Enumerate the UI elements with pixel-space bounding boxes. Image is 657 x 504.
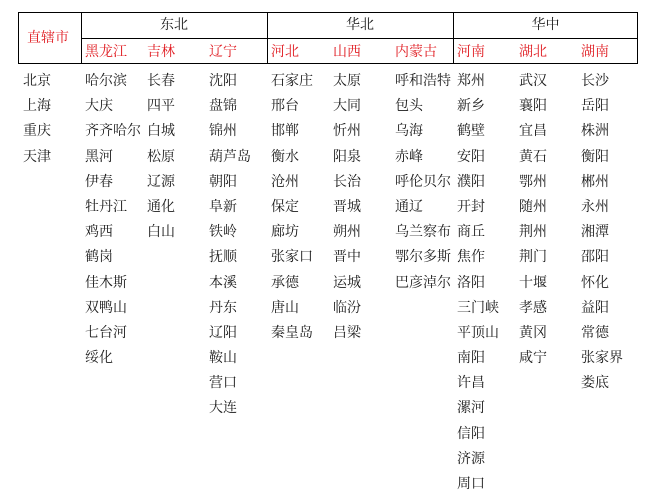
city-cell: 鹤壁 [457,123,485,140]
city-column-heilongjiang [85,73,141,375]
city-cell: 乌海 [395,123,423,140]
city-cell: 十堰 [519,274,547,291]
city-cell: 乌兰察布 [395,224,451,241]
city-column-jilin [147,73,175,249]
region-dongbei: 东北 [160,17,188,33]
city-cell: 四平 [147,98,175,115]
city-cell: 赤峰 [395,148,423,165]
city-cell: 邯郸 [271,123,299,140]
city-cell: 阜新 [209,198,237,215]
city-cell: 大同 [333,98,361,115]
province-hubei: 湖北 [519,44,547,60]
city-cell: 随州 [519,198,547,215]
region-huazhong: 华中 [531,17,560,33]
city-cell: 沧州 [271,173,299,190]
city-cell: 黄石 [519,148,547,165]
city-cell: 辽阳 [209,324,237,341]
city-cell: 长治 [333,173,361,190]
city-cell: 孝感 [519,299,547,316]
city-cell: 丹东 [209,299,237,316]
city-cell: 怀化 [581,274,609,291]
city-cell: 葫芦岛 [209,148,251,165]
city-cell: 包头 [395,98,423,115]
city-cell: 白山 [147,224,175,241]
city-cell: 黄冈 [519,324,547,341]
city-cell: 牡丹江 [85,198,127,215]
city-cell: 大庆 [85,98,113,115]
city-cell: 岳阳 [581,98,609,115]
city-cell: 上海 [23,98,51,115]
city-cell: 郑州 [457,73,485,89]
city-cell: 齐齐哈尔 [85,123,141,140]
city-cell: 平顶山 [457,324,499,341]
province-shanxi: 山西 [333,44,361,60]
city-cell: 洛阳 [457,274,485,291]
city-cell: 太原 [333,73,361,89]
city-cell: 株洲 [581,123,609,140]
city-cell: 济源 [457,450,485,467]
divider [81,38,638,39]
region-huabei: 华北 [346,17,374,33]
city-cell: 荆州 [519,224,547,241]
city-cell: 吕梁 [333,324,361,341]
city-cell: 常德 [581,324,609,341]
city-cell: 晋中 [333,249,361,266]
city-cell: 石家庄 [271,73,313,89]
city-cell: 安阳 [457,148,485,165]
city-cell: 信阳 [457,425,485,442]
city-cell: 朔州 [333,224,361,241]
city-cell: 焦作 [457,249,485,266]
city-cell: 商丘 [457,224,485,241]
city-cell: 周口 [457,476,485,492]
city-cell: 绥化 [85,350,113,367]
city-cell: 开封 [457,198,485,215]
city-cell: 盘锦 [209,98,237,115]
city-cell: 荆门 [519,249,547,266]
city-cell: 北京 [23,73,51,89]
city-cell: 哈尔滨 [85,73,127,89]
city-cell: 张家口 [271,249,313,266]
city-cell: 宜昌 [519,123,547,140]
city-cell: 沈阳 [209,73,237,89]
city-cell: 辽源 [147,173,175,190]
city-cell: 衡水 [271,148,299,165]
city-cell: 忻州 [333,123,361,140]
province-heilongjiang: 黑龙江 [85,44,127,60]
city-cell: 承德 [271,274,299,291]
city-cell: 白城 [147,123,175,140]
city-cell: 邢台 [271,98,299,115]
city-cell: 永州 [581,198,609,215]
city-cell: 临汾 [333,299,361,316]
city-cell: 本溪 [209,274,237,291]
city-cell: 铁岭 [209,224,237,241]
city-column-liaoning [209,73,251,426]
province-jilin: 吉林 [147,44,175,60]
province-henan: 河南 [457,44,485,60]
city-cell: 运城 [333,274,361,291]
province-liaoning: 辽宁 [209,44,237,60]
city-cell: 呼伦贝尔 [395,173,451,190]
city-cell: 七台河 [85,324,127,341]
city-cell: 武汉 [519,73,547,89]
city-cell: 大连 [209,400,237,417]
city-cell: 重庆 [23,123,51,140]
city-cell: 廊坊 [271,224,299,241]
city-cell: 巴彦淖尔 [395,274,451,291]
city-cell: 衡阳 [581,148,609,165]
city-cell: 保定 [271,198,299,215]
city-cell: 邵阳 [581,249,609,266]
city-cell: 通辽 [395,198,423,215]
city-column-henan [457,73,499,501]
city-cell: 濮阳 [457,173,485,190]
city-cell: 新乡 [457,98,485,115]
city-cell: 抚顺 [209,249,237,266]
city-cell: 阳泉 [333,148,361,165]
city-column-hebei [271,73,313,350]
city-cell: 南阳 [457,350,485,367]
city-cell: 秦皇岛 [271,324,313,341]
city-column-hubei [519,73,547,375]
city-cell: 锦州 [209,123,237,140]
city-cell: 娄底 [581,375,609,392]
city-column-municipalities [23,73,51,174]
city-cell: 湘潭 [581,224,609,241]
province-hunan: 湖南 [581,44,609,60]
city-cell: 双鸭山 [85,299,127,316]
city-cell: 益阳 [581,299,609,316]
city-cell: 漯河 [457,400,485,417]
city-cell: 伊春 [85,173,113,190]
province-hebei: 河北 [271,44,299,60]
city-cell: 黑河 [85,148,113,165]
city-cell: 鄂尔多斯 [395,249,451,266]
city-cell: 郴州 [581,173,609,190]
city-cell: 朝阳 [209,173,237,190]
city-cell: 鞍山 [209,350,237,367]
city-cell: 咸宁 [519,350,547,367]
city-cell: 呼和浩特 [395,73,451,89]
city-cell: 襄阳 [519,98,547,115]
city-column-hunan [581,73,623,400]
city-column-shanxi [333,73,361,350]
municipalities-label: 直辖市 [27,30,69,46]
city-cell: 三门峡 [457,299,499,316]
city-cell: 许昌 [457,375,485,392]
city-cell: 松原 [147,148,175,165]
city-cell: 长沙 [581,73,609,89]
city-cell: 通化 [147,198,175,215]
city-cell: 营口 [209,375,237,392]
city-column-neimenggu [395,73,451,300]
city-cell: 唐山 [271,299,299,316]
city-cell: 鸡西 [85,224,113,241]
city-cell: 长春 [147,73,175,89]
city-cell: 天津 [23,148,51,165]
city-cell: 鄂州 [519,173,547,190]
city-cell: 鹤岗 [85,249,113,266]
city-cell: 晋城 [333,198,361,215]
city-cell: 佳木斯 [85,274,127,291]
city-cell: 张家界 [581,350,623,367]
province-neimenggu: 内蒙古 [395,44,437,60]
